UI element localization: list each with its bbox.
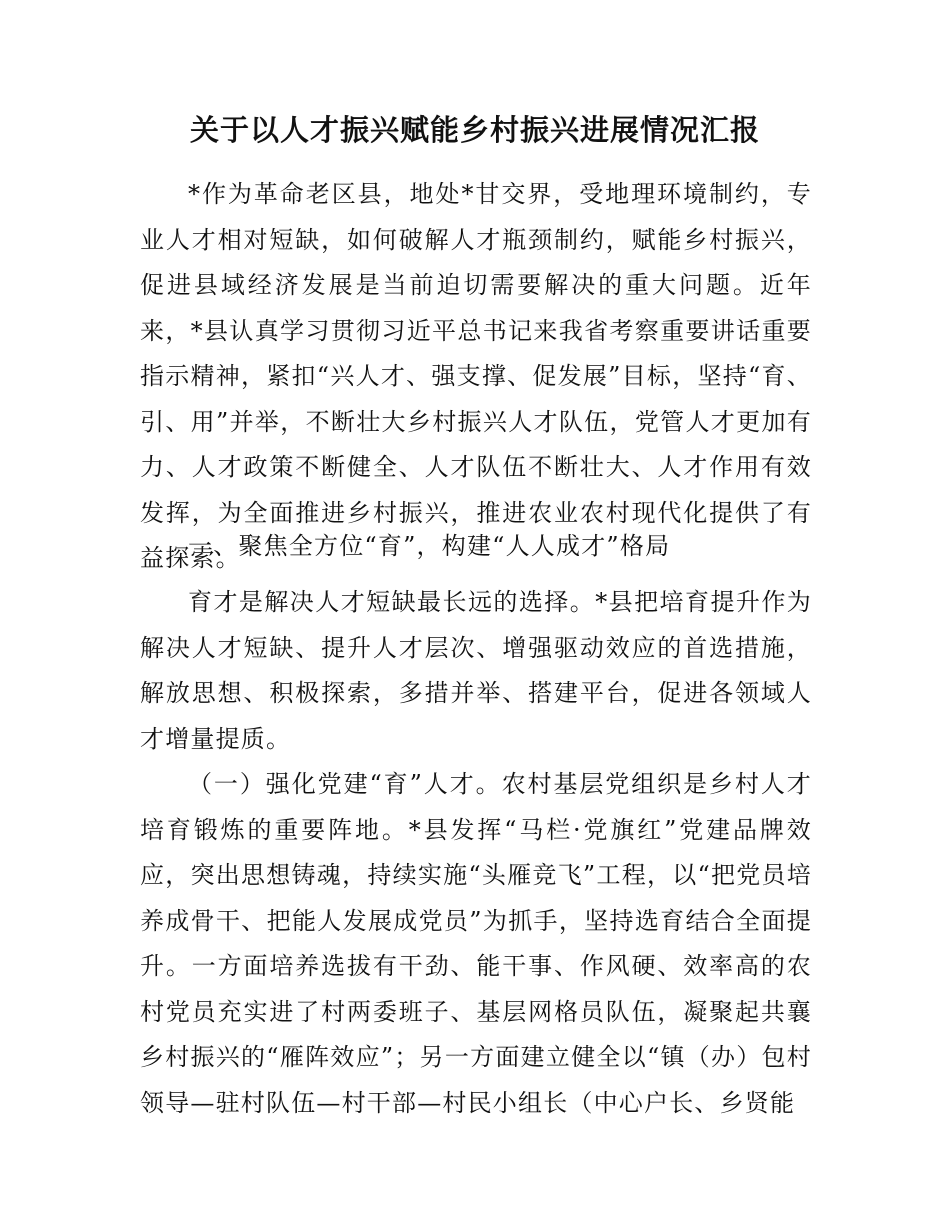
intro-paragraph: *作为革命老区县，地处*甘交界，受地理环境制约，专业人才相对短缺，如何破解人才瓶颈制约，赋能乡村振兴，促进县域经济发展是当前迫切需要解决的重大问题。近年来，*县认真学习贯彻习近平总书记来我省考察重要讲话重要指示精神，紧扣“兴人才、强支撑、促发展”目标，坚持“育、引、用”并举，不断壮大乡村振兴人才队伍，党管人才更加有力、人才政策不断健全、人才队伍不断壮大、人才作用有效发挥，为全面推进乡村振兴，推进农业农村现代化提供了有益探索。 [140,180,812,572]
document-title: 关于以人才振兴赋能乡村振兴进展情况汇报 [189,113,760,147]
subsection-1-paragraph: （一）强化党建“育”人才。农村基层党组织是乡村人才培育锻炼的重要阵地。*县发挥“马栏·党旗红”党建品牌效应，突出思想铸魂，持续实施“头雁竞飞”工程，以“把党员培养成骨干、把能人发展成党员”为抓手，坚持选育结合全面提升。一方面培养选拔有干劲、能干事、作风硬、效率高的农村党员充实进了村两委班子、基层网格员队伍，凝聚起共襄乡村振兴的“雁阵效应”；另一方面建立健全以“镇（办）包村领导—驻村队伍—村干部—村民小组长（中心户长、乡贤能 [140,770,812,1117]
section-1-paragraph: 育才是解决人才短缺最长远的选择。*县把培育提升作为解决人才短缺、提升人才层次、增强驱动效应的首选措施，解放思想、积极探索，多措并举、搭建平台，促进各领域人才增量提质。 [140,588,812,753]
section-heading-1: 一、聚焦全方位“育”，构建“人人成才”格局 [188,532,671,560]
